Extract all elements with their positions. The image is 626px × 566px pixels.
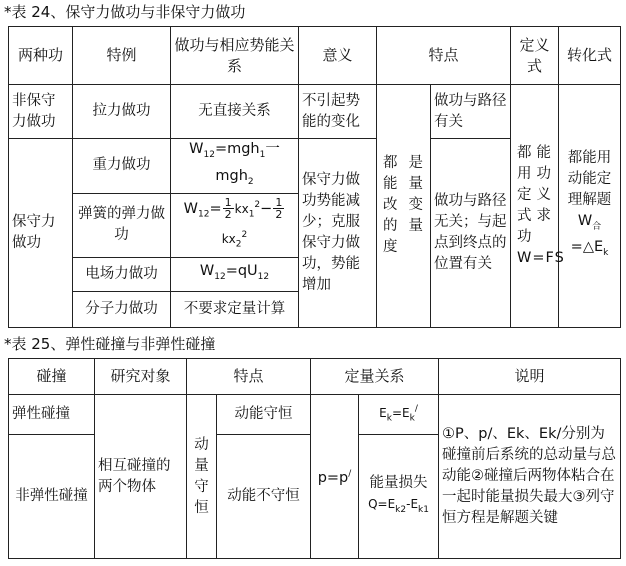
header-definition: 定义式 (511, 27, 559, 85)
header-object: 研究对象 (95, 359, 187, 395)
header-quantity: 定量关系 (311, 359, 439, 395)
table-24 (8, 26, 621, 328)
electric-example: 电场力做功 (73, 257, 171, 291)
gravity-example: 重力做功 (73, 139, 171, 194)
header-meaning: 意义 (299, 27, 377, 85)
momentum-formula: p=p/ (311, 395, 359, 559)
definition-text: 都能用功定义式求功 (517, 144, 553, 245)
header-feature-25: 特点 (187, 359, 311, 395)
conservative-meaning: 保守力做功势能减少；克服保守力做功，势能增加 (299, 139, 377, 328)
molecular-relation: 不要求定量计算 (171, 291, 299, 327)
research-object: 相互碰撞的两个物体 (95, 395, 187, 559)
header-example: 特例 (73, 27, 171, 85)
nonconservative-kind: 非保守力做功 (9, 85, 73, 139)
spring-example: 弹簧的弹力做功 (73, 193, 171, 257)
definition-cell (511, 85, 565, 328)
header-two-kinds: 两种功 (9, 27, 73, 85)
elastic-energy: $E_k=E_k^/$ (359, 395, 439, 435)
molecular-example: 分子力做功 (73, 291, 171, 327)
definition-formula: W=FS (517, 249, 565, 266)
nonconservative-meaning: 不引起势能的变化 (299, 85, 377, 139)
inelastic-energy: 能量损失 $Q=E_{k2}-E_{k1}$ (359, 435, 439, 559)
nonconservative-relation: 无直接关系 (171, 85, 299, 139)
conversion-cell (559, 85, 621, 328)
table-24-title: *表 24、保守力做功与非保守力做功 (4, 3, 246, 21)
electric-relation: $W_{12}=qU_{12}$ (171, 257, 299, 291)
elastic-feature: 动能守恒 (217, 395, 311, 435)
header-explanation: 说明 (439, 359, 621, 395)
table-25 (8, 358, 621, 559)
spring-relation: $W_{12}=$ $\frac{1}{2}$ $kx_1^2-$ $\frac{1}{2}$ $kx_2^2$ (171, 193, 299, 257)
conservative-kind: 保守力做功 (9, 139, 73, 328)
table-25-title: *表 25、弹性碰撞与非弹性碰撞 (4, 335, 216, 353)
common-feature: 都是能量改变的量度 (377, 85, 431, 328)
conservative-feature: 做功与路径无关；与起点到终点的位置有关 (431, 139, 511, 328)
header-collision: 碰撞 (9, 359, 95, 395)
nonconservative-example: 拉力做功 (73, 85, 171, 139)
conversion-formula: $W_合$ $=\triangle E_k$ (570, 212, 609, 259)
conversion-text: 都能用动能定理解题 (567, 149, 612, 208)
header-feature: 特点 (377, 27, 511, 85)
momentum-conserved: 动量守恒 (187, 395, 217, 559)
inelastic-feature: 动能不守恒 (217, 435, 311, 559)
explanation: ①P、p/、Ek、Ek/分别为碰撞前后系统的总动量与总动能②碰撞后两物体粘合在一起时能量损失最大③列守恒方程是解题关键 (439, 395, 621, 559)
elastic-kind: 弹性碰撞 (9, 395, 95, 435)
gravity-relation: $W_{12}=mgh_1$一 mgh$_2$ (171, 139, 299, 194)
nonconservative-feature: 做功与路径有关 (431, 85, 511, 139)
inelastic-kind: 非弹性碰撞 (9, 435, 95, 559)
header-work-relation: 做功与相应势能关系 (171, 27, 299, 85)
header-conversion: 转化式 (559, 27, 621, 85)
